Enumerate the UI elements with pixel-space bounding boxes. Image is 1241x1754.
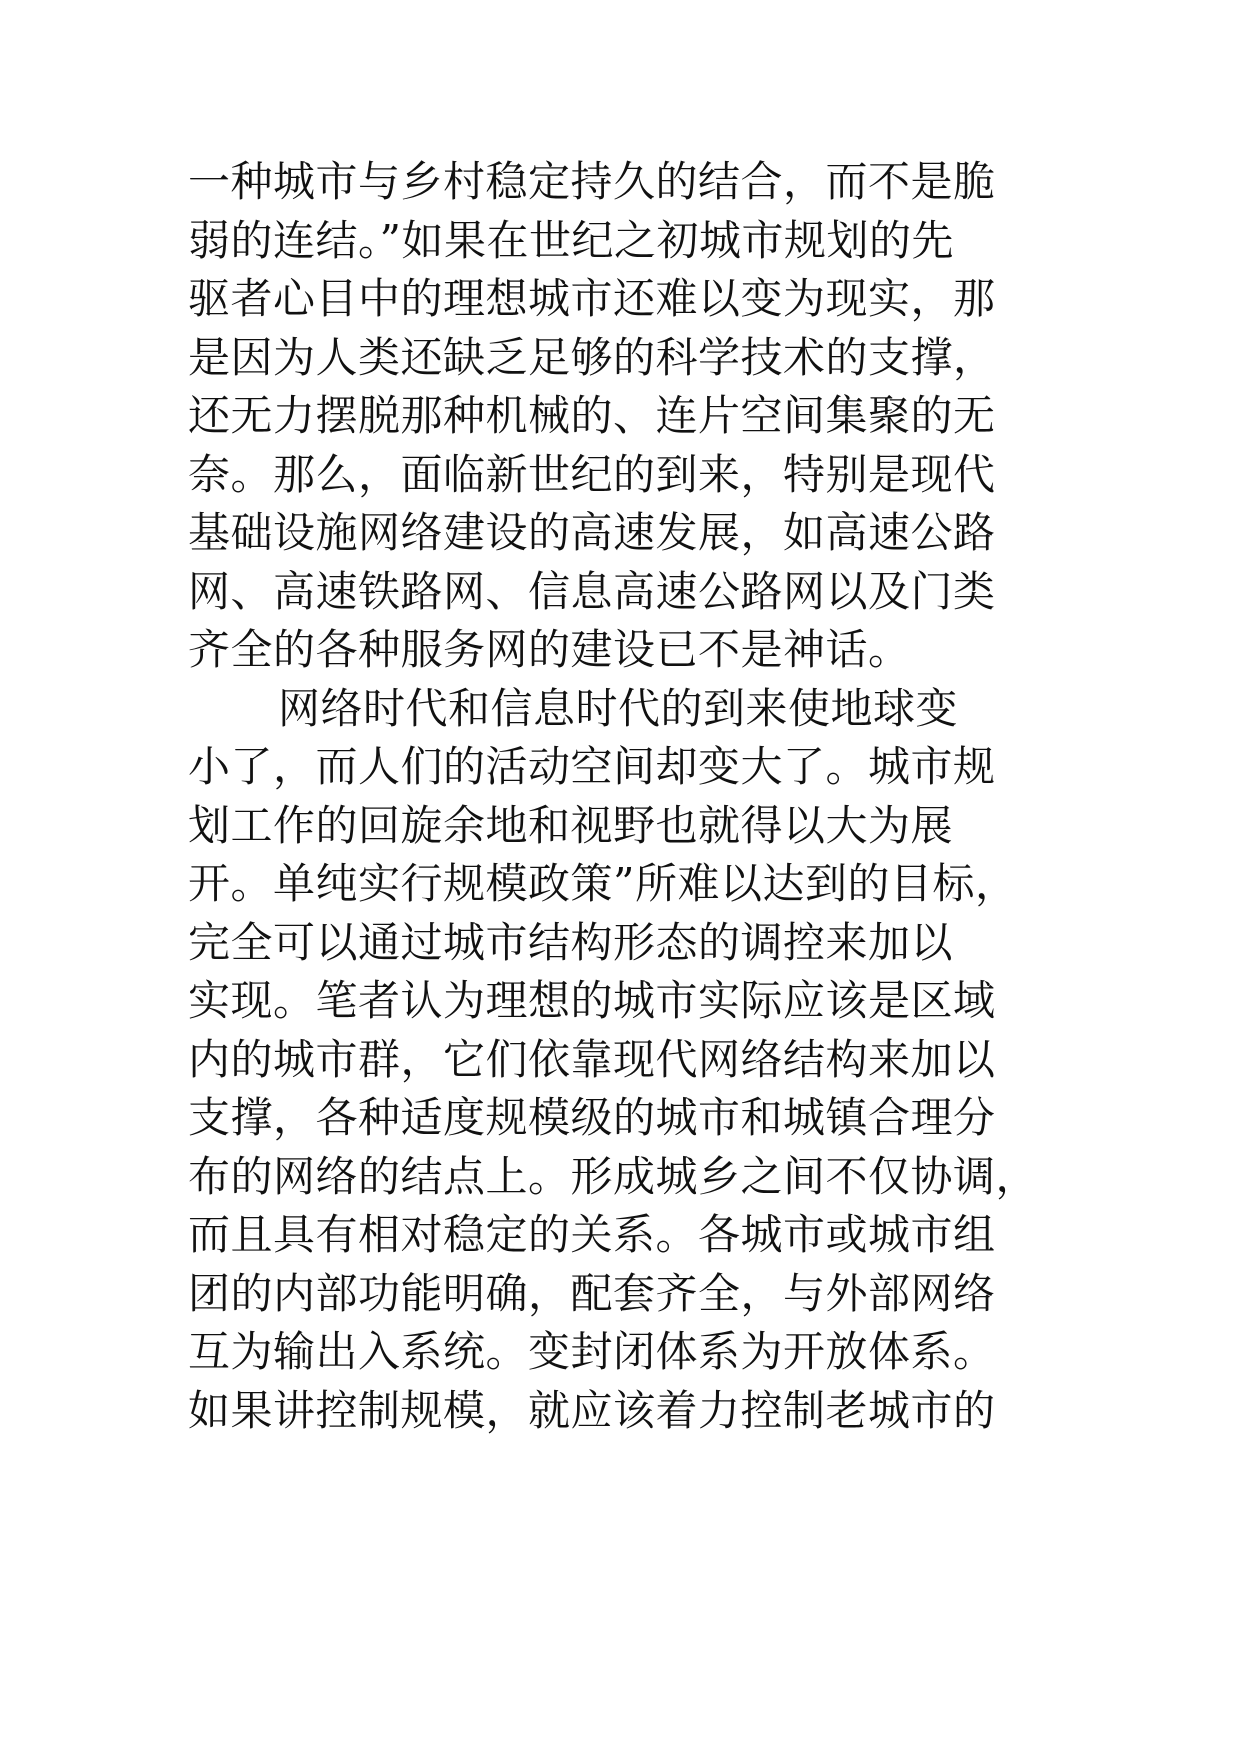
text-line: 实现。笔者认为理想的城市实际应该是区域: [188, 976, 996, 1025]
text-line: 网、高速铁路网、信息高速公路网以及门类: [188, 566, 996, 616]
text-line: 齐全的各种服务网的建设已不是神话。: [188, 625, 911, 674]
text-line: 开。单纯实行规模政策”所难以达到的目标，: [188, 859, 1018, 908]
text-line: 布的网络的结点上。形成城乡之间不仅协调，: [188, 1151, 1039, 1201]
text-line: 互为输出入系统。变封闭体系为开放体系。: [188, 1327, 996, 1376]
text-line: 弱的连结。”如果在世纪之初城市规划的先: [188, 215, 954, 265]
text-line: 划工作的回旋余地和视野也就得以大为展: [188, 800, 954, 850]
text-line: 小了，而人们的活动空间却变大了。城市规: [188, 742, 996, 791]
paragraph-start-line: 网络时代和信息时代的到来使地球变: [278, 683, 959, 733]
text-line: 如果讲控制规模，就应该着力控制老城市的: [188, 1385, 996, 1435]
text-line: 还无力摆脱那种机械的、连片空间集聚的无: [188, 391, 996, 440]
text-line: 是因为人类还缺乏足够的科学技术的支撑，: [188, 332, 996, 382]
text-line: 完全可以通过城市结构形态的调控来加以: [188, 917, 954, 967]
text-line: 团的内部功能明确，配套齐全，与外部网络: [188, 1268, 996, 1318]
text-line: 一种城市与乡村稳定持久的结合，而不是脆: [188, 157, 996, 206]
body-text: [188, 153, 1088, 1440]
text-line: 支撑，各种适度规模级的城市和城镇合理分: [188, 1093, 996, 1142]
text-line: 而且具有相对稳定的关系。各城市或城市组: [188, 1210, 996, 1259]
text-line: 基础设施网络建设的高速发展，如高速公路: [188, 508, 996, 557]
text-line: 奈。那么，面临新世纪的到来，特别是现代: [188, 449, 996, 499]
text-line: 驱者心目中的理想城市还难以变为现实，那: [188, 274, 996, 323]
text-line: 内的城市群，它们依靠现代网络结构来加以: [188, 1034, 996, 1084]
